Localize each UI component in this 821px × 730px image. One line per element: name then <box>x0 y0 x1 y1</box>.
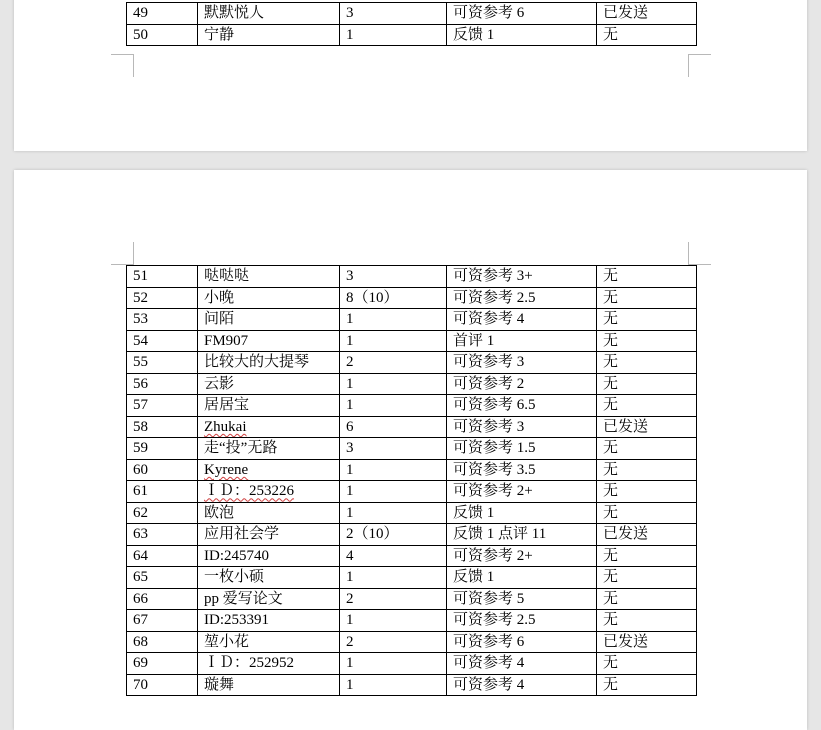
status-cell: 无 <box>597 567 697 589</box>
table-row <box>127 395 697 417</box>
rating-cell: 可资参考 5 <box>447 588 597 610</box>
count-cell: 1 <box>340 459 447 481</box>
rating-cell: 首评 1 <box>447 330 597 352</box>
name-cell: Zhukai <box>198 416 340 438</box>
name-cell: 问陌 <box>198 309 340 331</box>
table-row <box>127 545 697 567</box>
row-number-cell: 66 <box>127 588 198 610</box>
name-cell: ID:253391 <box>198 610 340 632</box>
status-cell: 无 <box>597 24 697 46</box>
table-row <box>127 524 697 546</box>
table-row <box>127 653 697 675</box>
status-cell: 无 <box>597 588 697 610</box>
status-cell: 无 <box>597 395 697 417</box>
row-number-cell: 55 <box>127 352 198 374</box>
status-cell: 无 <box>597 459 697 481</box>
count-cell: 8（10） <box>340 287 447 309</box>
row-number-cell: 70 <box>127 674 198 696</box>
name-cell: 堃小花 <box>198 631 340 653</box>
status-cell: 无 <box>597 610 697 632</box>
status-cell: 无 <box>597 653 697 675</box>
crop-mark-bottom-left <box>111 54 134 77</box>
row-number-cell: 65 <box>127 567 198 589</box>
rating-cell: 可资参考 4 <box>447 653 597 675</box>
rating-cell: 可资参考 2+ <box>447 545 597 567</box>
count-cell: 1 <box>340 24 447 46</box>
row-number-cell: 54 <box>127 330 198 352</box>
row-number-cell: 60 <box>127 459 198 481</box>
count-cell: 1 <box>340 330 447 352</box>
name-cell: 欧泡 <box>198 502 340 524</box>
table-row <box>127 631 697 653</box>
name-cell: 小晚 <box>198 287 340 309</box>
results-table-page-1 <box>126 2 697 46</box>
table-row <box>127 459 697 481</box>
table-row <box>127 287 697 309</box>
status-cell: 无 <box>597 287 697 309</box>
status-cell: 无 <box>597 502 697 524</box>
name-cell: 比较大的大提琴 <box>198 352 340 374</box>
name-cell: 应用社会学 <box>198 524 340 546</box>
results-table-page-2 <box>126 265 697 696</box>
row-number-cell: 67 <box>127 610 198 632</box>
rating-cell: 可资参考 3 <box>447 352 597 374</box>
status-cell: 无 <box>597 330 697 352</box>
row-number-cell: 64 <box>127 545 198 567</box>
crop-mark-bottom-right <box>688 54 711 77</box>
name-cell: 云影 <box>198 373 340 395</box>
status-cell: 无 <box>597 373 697 395</box>
status-cell: 无 <box>597 481 697 503</box>
rating-cell: 反馈 1 点评 11 <box>447 524 597 546</box>
count-cell: 1 <box>340 502 447 524</box>
rating-cell: 可资参考 2+ <box>447 481 597 503</box>
status-cell: 无 <box>597 309 697 331</box>
name-cell: FM907 <box>198 330 340 352</box>
crop-mark-top-right <box>688 242 711 265</box>
row-number-cell: 63 <box>127 524 198 546</box>
row-number-cell: 53 <box>127 309 198 331</box>
rating-cell: 可资参考 6.5 <box>447 395 597 417</box>
rating-cell: 可资参考 2.5 <box>447 287 597 309</box>
table-row <box>127 502 697 524</box>
count-cell: 1 <box>340 567 447 589</box>
status-cell: 已发送 <box>597 416 697 438</box>
table-row <box>127 416 697 438</box>
count-cell: 2 <box>340 588 447 610</box>
status-cell: 已发送 <box>597 631 697 653</box>
count-cell: 1 <box>340 610 447 632</box>
name-cell: 一枚小硕 <box>198 567 340 589</box>
name-cell: ID:245740 <box>198 545 340 567</box>
count-cell: 2 <box>340 631 447 653</box>
status-cell: 无 <box>597 266 697 288</box>
name-cell: 走“投”无路 <box>198 438 340 460</box>
count-cell: 2 <box>340 352 447 374</box>
count-cell: 1 <box>340 481 447 503</box>
rating-cell: 可资参考 4 <box>447 674 597 696</box>
name-cell: ＩＤ：252952 <box>198 653 340 675</box>
rating-cell: 可资参考 4 <box>447 309 597 331</box>
rating-cell: 可资参考 3+ <box>447 266 597 288</box>
row-number-cell: 52 <box>127 287 198 309</box>
table-row <box>127 266 697 288</box>
count-cell: 1 <box>340 309 447 331</box>
rating-cell: 可资参考 2.5 <box>447 610 597 632</box>
document-page-2 <box>14 170 807 730</box>
count-cell: 6 <box>340 416 447 438</box>
count-cell: 2（10） <box>340 524 447 546</box>
rating-cell: 可资参考 3 <box>447 416 597 438</box>
name-cell: 默默悦人 <box>198 3 340 25</box>
row-number-cell: 50 <box>127 24 198 46</box>
status-cell: 无 <box>597 674 697 696</box>
row-number-cell: 51 <box>127 266 198 288</box>
name-cell: pp 爱写论文 <box>198 588 340 610</box>
name-cell: 居居宝 <box>198 395 340 417</box>
name-cell: ＩＤ：253226 <box>198 481 340 503</box>
table-row <box>127 567 697 589</box>
row-number-cell: 69 <box>127 653 198 675</box>
count-cell: 3 <box>340 3 447 25</box>
rating-cell: 反馈 1 <box>447 502 597 524</box>
count-cell: 3 <box>340 438 447 460</box>
name-cell: 璇舞 <box>198 674 340 696</box>
document-page-1 <box>14 0 807 151</box>
table-row <box>127 24 697 46</box>
row-number-cell: 61 <box>127 481 198 503</box>
count-cell: 4 <box>340 545 447 567</box>
row-number-cell: 58 <box>127 416 198 438</box>
name-cell: 宁静 <box>198 24 340 46</box>
rating-cell: 可资参考 3.5 <box>447 459 597 481</box>
count-cell: 1 <box>340 373 447 395</box>
crop-mark-top-left <box>111 242 134 265</box>
rating-cell: 反馈 1 <box>447 567 597 589</box>
rating-cell: 可资参考 2 <box>447 373 597 395</box>
count-cell: 1 <box>340 674 447 696</box>
status-cell: 已发送 <box>597 524 697 546</box>
row-number-cell: 59 <box>127 438 198 460</box>
status-cell: 无 <box>597 352 697 374</box>
status-cell: 无 <box>597 545 697 567</box>
table-row <box>127 481 697 503</box>
count-cell: 1 <box>340 653 447 675</box>
rating-cell: 反馈 1 <box>447 24 597 46</box>
row-number-cell: 62 <box>127 502 198 524</box>
table-row <box>127 352 697 374</box>
status-cell: 无 <box>597 438 697 460</box>
row-number-cell: 56 <box>127 373 198 395</box>
count-cell: 3 <box>340 266 447 288</box>
rating-cell: 可资参考 6 <box>447 3 597 25</box>
rating-cell: 可资参考 1.5 <box>447 438 597 460</box>
table-row <box>127 373 697 395</box>
table-row <box>127 588 697 610</box>
row-number-cell: 49 <box>127 3 198 25</box>
row-number-cell: 68 <box>127 631 198 653</box>
status-cell: 已发送 <box>597 3 697 25</box>
count-cell: 1 <box>340 395 447 417</box>
rating-cell: 可资参考 6 <box>447 631 597 653</box>
table-row <box>127 610 697 632</box>
name-cell: Kyrene <box>198 459 340 481</box>
table-row <box>127 674 697 696</box>
table-row <box>127 309 697 331</box>
table-row <box>127 3 697 25</box>
name-cell: 哒哒哒 <box>198 266 340 288</box>
table-row <box>127 438 697 460</box>
table-row <box>127 330 697 352</box>
row-number-cell: 57 <box>127 395 198 417</box>
